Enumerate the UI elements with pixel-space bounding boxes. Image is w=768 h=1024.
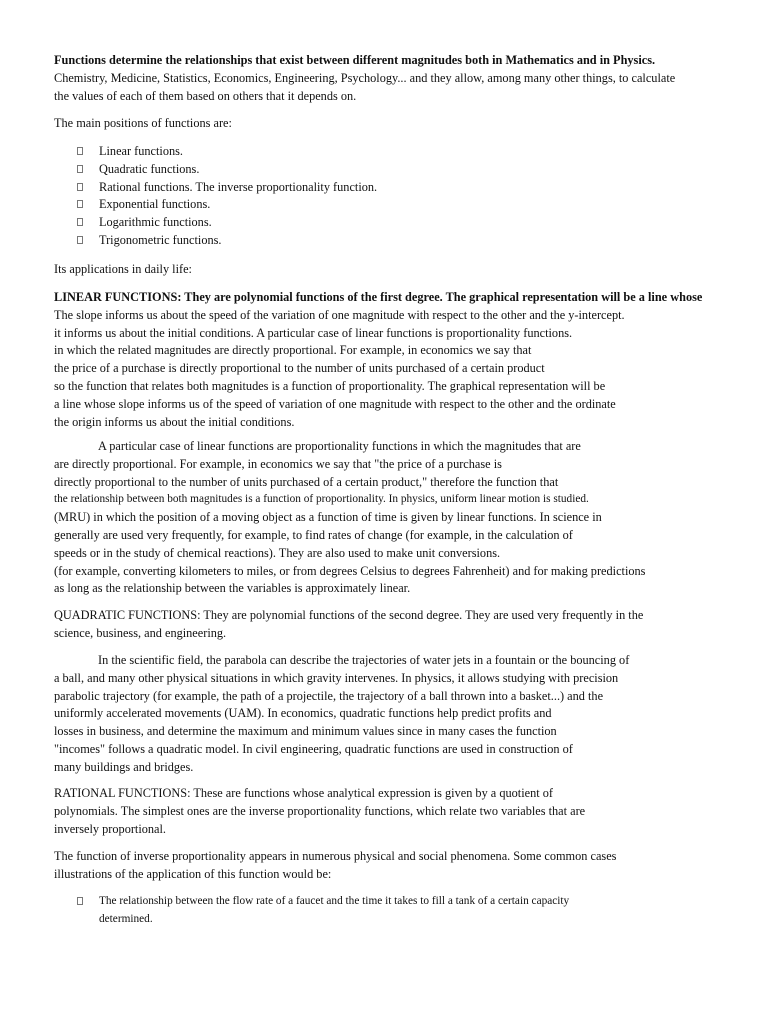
intro-line: the values of each of them based on others that it depends on. — [54, 88, 357, 103]
intro-bold-line: Functions determine the relationships that exist between different magnitudes both in Mathematics and in Physics. — [54, 53, 656, 67]
rational-line: inversely proportional. — [54, 821, 167, 836]
applications-heading-text: Its applications in daily life: — [54, 262, 192, 276]
list-item — [77, 214, 377, 232]
proportionality-paragraph — [54, 438, 690, 598]
quadratic-detail-line: a ball, and many other physical situations in which gravity intervenes. In physics, it allows studying with precision — [54, 670, 619, 685]
list-item — [77, 143, 377, 161]
bullet-box-icon — [77, 897, 83, 905]
bullet-box-icon — [77, 165, 83, 173]
quadratic-detail-line: In the scientific field, the parabola can describe the trajectories of water jets in a fountain or the bouncing of — [98, 653, 630, 667]
bullet-box-icon — [77, 200, 83, 208]
proportionality-line: directly proportional to the number of units purchased of a certain product," therefore the function that — [54, 474, 559, 489]
list-item — [77, 179, 377, 197]
proportionality-line: (for example, converting kilometers to miles, or from degrees Celsius to degrees Fahrenheit) and for making predictions — [54, 563, 646, 578]
quadratic-functions-paragraph — [54, 607, 643, 643]
bullet-box-icon — [77, 183, 83, 191]
inverse-line: illustrations of the application of this function would be: — [54, 866, 332, 881]
quadratic-intro-line: QUADRATIC FUNCTIONS: They are polynomial functions of the second degree. They are used very frequently in the — [54, 608, 644, 622]
proportionality-line: the relationship between both magnitudes is a function of proportionality. In physics, uniform linear motion is studied. — [54, 493, 589, 506]
list-item-label: Quadratic functions. — [99, 161, 200, 176]
proportionality-line: generally are used very frequently, for example, to find rates of change (for example, in the calculation of — [54, 527, 573, 542]
linear-line: The slope informs us about the speed of the variation of one magnitude with respect to the other and the y-intercept. — [54, 307, 625, 322]
quadratic-detail-line: uniformly accelerated movements (UAM). In economics, quadratic functions help predict profits and — [54, 706, 552, 721]
list-item-label: Logarithmic functions. — [99, 215, 212, 230]
positions-heading — [54, 115, 232, 133]
list-item — [77, 196, 377, 214]
list-item-label: Trigonometric functions. — [99, 232, 222, 247]
quadratic-detail-line: "incomes" follows a quadratic model. In civil engineering, quadratic functions are used in construction of — [54, 741, 573, 756]
list-item-label: Exponential functions. — [99, 197, 211, 212]
bullet-box-icon — [77, 236, 83, 244]
quadratic-detail-line: losses in business, and determine the maximum and minimum values since in many cases the function — [54, 724, 557, 739]
positions-list — [77, 143, 377, 250]
applications-heading — [54, 261, 192, 279]
intro-paragraph — [54, 52, 675, 105]
bullet-box-icon — [77, 218, 83, 226]
examples-list — [77, 893, 569, 929]
quadratic-detail-line: parabolic trajectory (for example, the path of a projectile, the trajectory of a ball thrown into a basket...) and the — [54, 688, 604, 703]
linear-bold-line: LINEAR FUNCTIONS: They are polynomial functions of the first degree. The graphical representation will be a line whose — [54, 290, 703, 304]
example-line: determined. — [99, 912, 153, 925]
proportionality-line: (MRU) in which the position of a moving object as a function of time is given by linear functions. In science in — [54, 510, 602, 525]
quadratic-detail-paragraph — [54, 652, 629, 777]
linear-line: a line whose slope informs us of the speed of variation of one magnitude with respect to the other and the ordinate — [54, 396, 616, 411]
list-item-label: Linear functions. — [99, 144, 184, 158]
rational-line: RATIONAL FUNCTIONS: These are functions whose analytical expression is given by a quotient of — [54, 786, 553, 800]
list-item — [77, 161, 377, 179]
list-item — [77, 893, 569, 929]
linear-line: in which the related magnitudes are directly proportional. For example, in economics we say that — [54, 343, 532, 358]
bullet-box-icon — [77, 147, 83, 155]
rational-functions-paragraph — [54, 785, 585, 838]
linear-line: the price of a purchase is directly proportional to the number of units purchased of a certain product — [54, 361, 545, 376]
proportionality-line: speeds or in the study of chemical reactions). They are also used to make unit conversions. — [54, 545, 501, 560]
list-item — [77, 232, 377, 250]
list-item-label: Rational functions. The inverse proportionality function. — [99, 179, 378, 194]
linear-functions-paragraph — [54, 289, 702, 431]
intro-line: Chemistry, Medicine, Statistics, Economics, Engineering, Psychology... and they allow, among many other things, to calculate — [54, 70, 676, 85]
proportionality-line: as long as the relationship between the variables is approximately linear. — [54, 581, 411, 596]
example-line: The relationship between the flow rate of a faucet and the time it takes to fill a tank of a certain capacity — [99, 895, 570, 907]
inverse-proportionality-paragraph — [54, 848, 616, 884]
inverse-line: The function of inverse proportionality appears in numerous physical and social phenomena. Some common cases — [54, 849, 617, 863]
rational-line: polynomials. The simplest ones are the inverse proportionality functions, which relate two variables that are — [54, 803, 586, 818]
linear-line: it informs us about the initial conditions. A particular case of linear functions is proportionality functions. — [54, 325, 573, 340]
linear-line: the origin informs us about the initial conditions. — [54, 414, 295, 429]
positions-heading-text: The main positions of functions are: — [54, 116, 232, 130]
quadratic-detail-line: many buildings and bridges. — [54, 759, 194, 774]
proportionality-line: are directly proportional. For example, in economics we say that "the price of a purchase is — [54, 456, 502, 471]
quadratic-intro-line: science, business, and engineering. — [54, 625, 227, 640]
linear-line: so the function that relates both magnitudes is a function of proportionality. The graphical representation will be — [54, 378, 606, 393]
proportionality-line: A particular case of linear functions are proportionality functions in which the magnitudes that are — [98, 439, 581, 453]
